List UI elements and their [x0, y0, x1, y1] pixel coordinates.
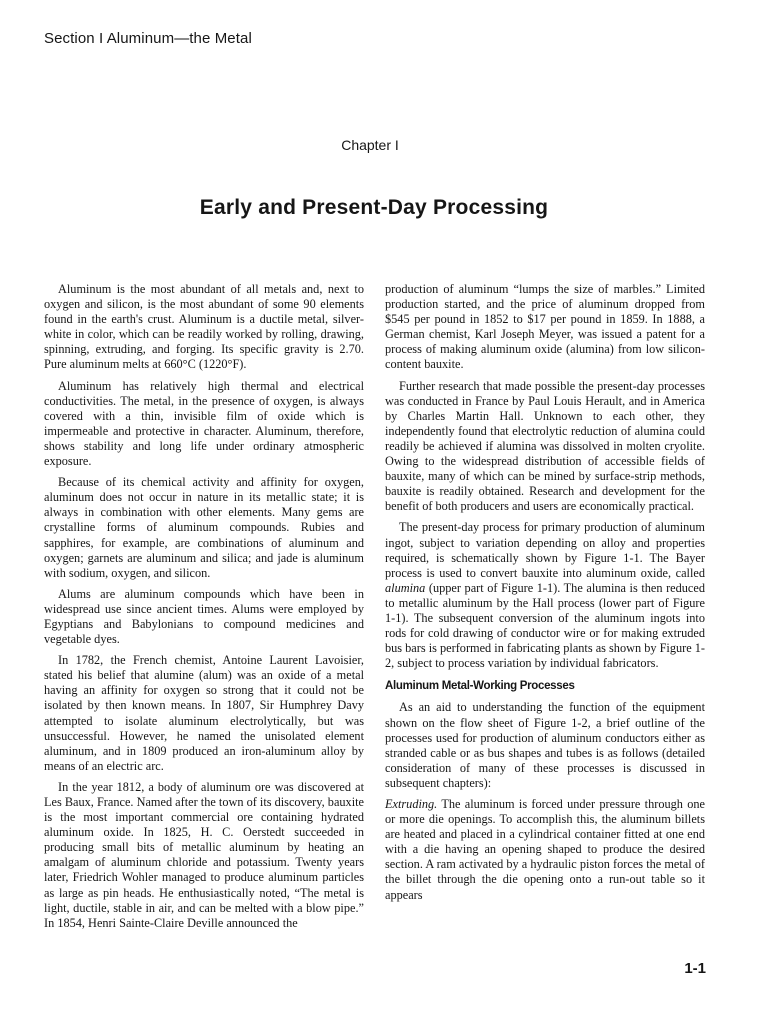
paragraph: Because of its chemical activity and affinity for oxygen, aluminum does not occur in nature in its metallic state; it is always in combination with other elements. Many gems are crystalline forms of aluminum compounds. Rubies and sapphires, for example, are combinations of aluminum and oxygen; garnets are aluminum and silica; and jade is aluminum with sodium, oxygen, and silicon.: [44, 475, 364, 580]
paragraph-text: The present-day process for primary production of aluminum ingot, subject to variation depending on alloy and properties required, is schematically shown by Figure 1-1. The Bayer process is used to convert bauxite into aluminum oxide, called: [385, 520, 705, 580]
paragraph: Further research that made possible the present-day processes was conducted in France by Paul Louis Herault, and in America by Charles Martin Hall. Unknown to each other, they independently found that electrolytic reduction of alumina could readily be achieved if alumina was dissolved in molten cryolite. Owing to the widespread distribution of accessible fields of bauxite, many of which can be mined by surface-strip methods, bauxite is readily obtained. Research and development for the benefit of both producers and users are economically practical.: [385, 378, 705, 514]
paragraph: In 1782, the French chemist, Antoine Laurent Lavoisier, stated his belief that alumine (alum) was an oxide of a metal having an affinity for oxygen so strong that it could not be isolated by then known means. In 1807, Sir Humphrey Davy attempted to isolate aluminum electrolytically, but was unsuccessful. However, he named the unisolated element aluminum, and in 1809 produced an iron-aluminum alloy by means of an electric arc.: [44, 653, 364, 773]
page-number: 1-1: [684, 960, 706, 977]
left-column: [44, 282, 364, 937]
paragraph: [385, 520, 705, 671]
running-head: Section I Aluminum—the Metal: [44, 30, 252, 47]
right-column: [385, 282, 705, 909]
paragraph: [385, 797, 705, 903]
paragraph-text: The aluminum is forced under pressure through one or more die openings. To accomplish this, the aluminum billets are heated and placed in a cylindrical container fitted at one end with a die having an opening shaped to produce the desired section. A ram activated by a hydraulic piston forces the metal of the billet through the die opening onto a run-out table so it appears: [385, 797, 705, 902]
paragraph: As an aid to understanding the function of the equipment shown on the flow sheet of Figure 1-2, a brief outline of the processes used for production of aluminum conductors either as stranded cable or as bus shapes and tubes is as follows (detailed consideration of many of these processes is discussed in subsequent chapters):: [385, 700, 705, 790]
paragraph: Aluminum is the most abundant of all metals and, next to oxygen and silicon, is the most abundant of some 90 elements found in the earth's crust. Aluminum is a ductile metal, silver-white in color, which can be readily worked by rolling, drawing, spinning, extruding, and forging. Its specific gravity is 2.70. Pure aluminum melts at 660°C (1220°F).: [44, 282, 364, 372]
chapter-title: Early and Present-Day Processing: [199, 196, 549, 219]
section-subhead: Aluminum Metal-Working Processes: [385, 680, 575, 693]
paragraph: Aluminum has relatively high thermal and electrical conductivities. The metal, in the presence of oxygen, is always covered with a thin, invisible film of oxide which is impermeable and protective in character. Aluminum, therefore, shows stability and long life under ordinary atmospheric exposure.: [44, 378, 364, 469]
run-in-heading: Extruding.: [385, 797, 438, 811]
paragraph: Alums are aluminum compounds which have been in widespread use since ancient times. Alums were employed by Egyptians and Babylonians to compound medicines and vegetable dyes.: [44, 586, 364, 647]
paragraph: production of aluminum “lumps the size of marbles.” Limited production started, and the price of aluminum dropped from $545 per pound in 1852 to $17 per pound in 1859. In 1888, a German chemist, Karl Joseph Meyer, was issued a patent for a process of making aluminum oxide (alumina) from low silicon-content bauxite.: [385, 282, 705, 372]
chapter-label: Chapter I: [341, 137, 399, 153]
paragraph-text: (upper part of Figure 1-1). The alumina is then reduced to metallic aluminum by the Hall process (lower part of Figure 1-1). The subsequent conversion of the aluminum ingots into rods for cold drawing of conductor wire or for making extruded bus bars is performed in fabricating plants as shown by Figure 1-2, subject to process variation by individual fabricators.: [385, 580, 705, 671]
emphasis-alumina: alumina: [385, 580, 426, 595]
paragraph: In the year 1812, a body of aluminum ore was discovered at Les Baux, France. Named after the town of its discovery, bauxite is the most important commercial ore containing hydrated aluminum oxide. In 1825, H. C. Oerstedt succeeded in producing small bits of metallic aluminum by heating an amalgam of aluminum chloride and potassium. Twenty years later, Friedrich Wohler managed to produce aluminum particles as large as pin heads. He enthusiastically noted, “The metal is light, ductile, stable in air, and can be melted with a blow pipe.” In 1854, Henri Sainte-Claire Deville announced the: [44, 779, 364, 930]
